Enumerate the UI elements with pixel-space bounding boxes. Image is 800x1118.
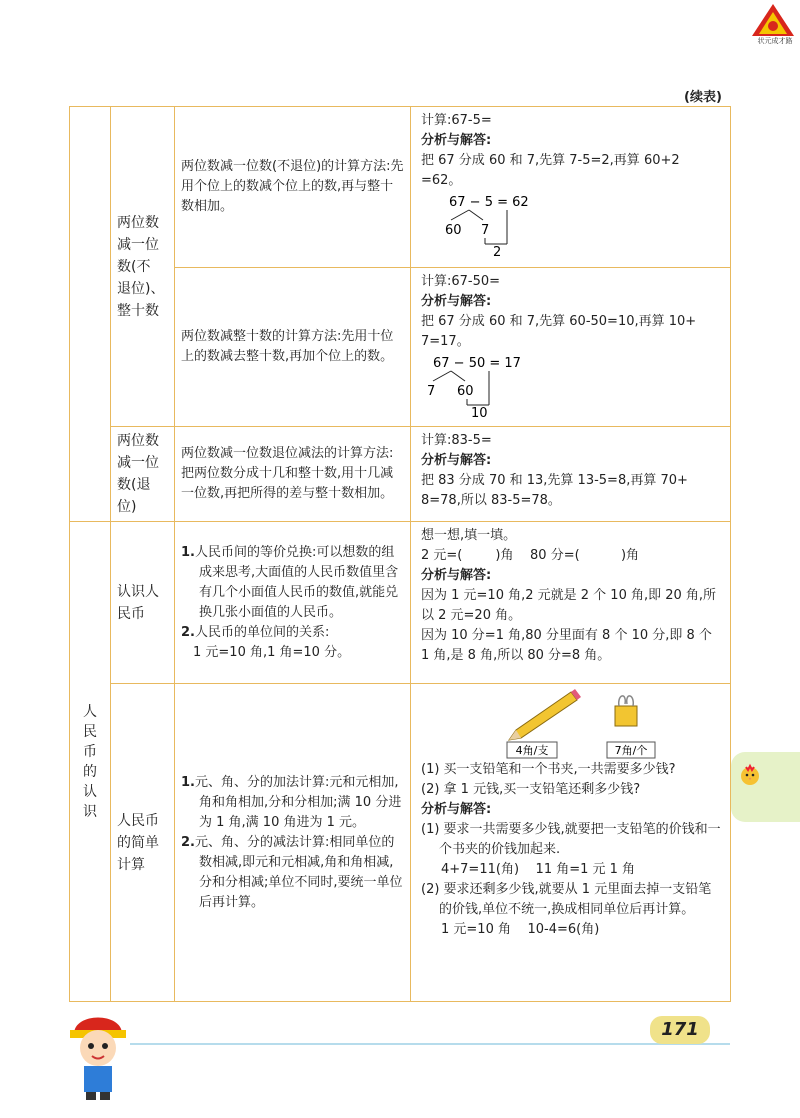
desc-cell: 两位数减一位数(不退位)的计算方法:先用个位上的数减个位上的数,再与整十数相加。 bbox=[175, 107, 411, 268]
category-cell: 人 民 币 的 认 识 bbox=[70, 522, 111, 1002]
split-diagram bbox=[421, 193, 621, 257]
subtopic-cell-3: 认识人 民币 bbox=[111, 522, 175, 684]
category-cell-continued bbox=[70, 107, 111, 522]
knowledge-table bbox=[69, 106, 731, 1002]
footer-line bbox=[130, 1043, 730, 1045]
example-cell: 计算:67-50= 分析与解答: 把 67 分成 60 和 7,先算 60-50=10,再算 10+ 7=17。 67 − 50 = 17 7 60 10 bbox=[411, 268, 731, 427]
svg-text:10: 10 bbox=[471, 406, 488, 418]
subtopic-cell-1: 两位数 减一位 数(不 退位)、 整十数 bbox=[111, 107, 175, 427]
svg-text:7: 7 bbox=[481, 223, 490, 238]
subtopic-cell-4: 人民币 的简单 计算 bbox=[111, 684, 175, 1002]
svg-text:4角/支: 4角/支 bbox=[515, 744, 549, 757]
mascot-boy-icon bbox=[60, 1006, 136, 1102]
logo-text: 状元成才路 bbox=[757, 37, 793, 45]
page-number: 171 bbox=[650, 1016, 710, 1044]
svg-text:60: 60 bbox=[445, 223, 462, 238]
example-cell: 想一想,填一填。 2 元=( )角 80 分=( )角 分析与解答: 因为 1 元=10 角,2 元就是 2 个 10 角,即 20 角,所以 2 元=20 角。 因为 10 分=1 角,80 分里面有 8 个 10 分,即 8 个 1 角,是 8 角,所以 80 分=8 角。 bbox=[411, 522, 731, 684]
example-cell: 计算:83-5= 分析与解答: 把 83 分成 70 和 13,先算 13-5=8,再算 70+ 8=78,所以 83-5=78。 bbox=[411, 427, 731, 522]
svg-text:2: 2 bbox=[493, 245, 502, 257]
desc-cell: 1.元、角、分的加法计算:元和元相加,角和角相加,分和分相加;满 10 分进为 1 角,满 10 角进为 1 元。 2.元、角、分的减法计算:相同单位的数相减,即元和元相减,角和角相减,分和分相减;单位不同时,要统一单位后再计算。 bbox=[175, 684, 411, 1002]
desc-cell: 两位数减一位数退位减法的计算方法:把两位数分成十几和整十数,用十几减一位数,再把所得的差与整十数相加。 bbox=[175, 427, 411, 522]
price-illustration bbox=[421, 688, 721, 760]
example-cell: 计算:67-5= 分析与解答: 把 67 分成 60 和 7,先算 7-5=2,再算 60+2 =62。 67 − 5 = 62 60 7 2 bbox=[411, 107, 731, 268]
split-diagram bbox=[421, 354, 621, 418]
svg-text:7角/个: 7角/个 bbox=[614, 744, 648, 757]
chick-icon bbox=[738, 763, 762, 787]
continued-label: (续表) bbox=[684, 90, 722, 105]
pencil-icon bbox=[509, 689, 581, 740]
desc-cell: 1.人民币间的等价兑换:可以想数的组成来思考,大面值的人民币数值里含有几个小面值人民币的数值,就能兑换几张小面值的人民币。 2.人民币的单位间的关系: 1 元=10 角,1 角=10 分。 bbox=[175, 522, 411, 684]
binder-clip-icon bbox=[615, 696, 637, 726]
desc-cell: 两位数减整十数的计算方法:先用十位上的数减去整十数,再加个位上的数。 bbox=[175, 268, 411, 427]
svg-text:60: 60 bbox=[457, 384, 474, 399]
svg-text:7: 7 bbox=[427, 384, 436, 399]
example-cell: 4角/支 7角/个 (1) 买一支铅笔和一个书夹,一共需要多少钱? (2) 拿 1 元钱,买一支铅笔还剩多少钱? 分析与解答: (1) 要求一共需要多少钱,就要把一支铅笔的价钱和一个书夹的价钱加起来. 4+7=11(角) 11 角=1 元 1 角 (2) 要求还剩多少钱,就要从 1 元里面去掉一支铅笔的价钱,单位不统一,换成相同单位后再计算。 1 元=10 角 10-4=6(角) bbox=[411, 684, 731, 1002]
svg-text:67 − 50 = 17: 67 − 50 = 17 bbox=[433, 356, 521, 371]
svg-text:67 − 5 = 62: 67 − 5 = 62 bbox=[449, 195, 529, 210]
subtopic-cell-2: 两位数 减一位 数(退 位) bbox=[111, 427, 175, 522]
